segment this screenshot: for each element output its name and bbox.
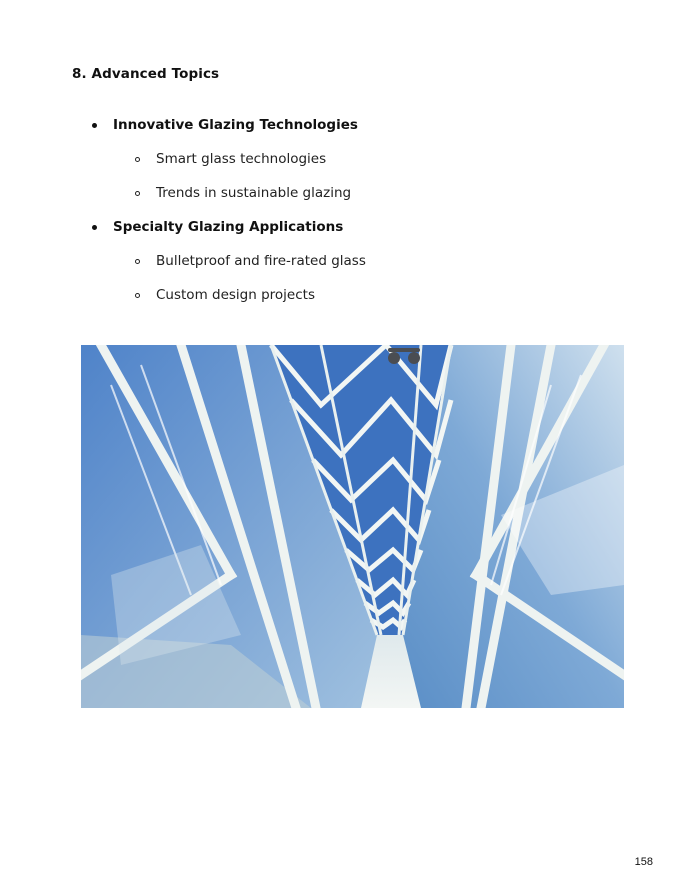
- section-title: 8. Advanced Topics: [72, 66, 220, 82]
- subtopic-label: Trends in sustainable glazing: [156, 185, 352, 201]
- hollow-bullet-icon: [135, 191, 140, 196]
- subtopic-label: Smart glass technologies: [156, 151, 327, 167]
- glass-walkway-photo: [81, 345, 624, 708]
- hollow-bullet-icon: [135, 293, 140, 298]
- page-number: 158: [634, 856, 653, 868]
- subtopic-label: Custom design projects: [156, 287, 315, 303]
- topic-item: [92, 219, 343, 235]
- subtopic-label: Bulletproof and fire-rated glass: [156, 253, 366, 269]
- bullet-icon: [92, 123, 97, 128]
- bullet-icon: [92, 225, 97, 230]
- subtopic-item: [135, 287, 315, 303]
- subtopic-item: [135, 151, 326, 167]
- subtopic-item: [135, 185, 351, 201]
- hollow-bullet-icon: [135, 157, 140, 162]
- hollow-bullet-icon: [135, 259, 140, 264]
- topic-label: Specialty Glazing Applications: [113, 219, 344, 235]
- subtopic-item: [135, 253, 366, 269]
- topic-label: Innovative Glazing Technologies: [113, 117, 358, 133]
- topic-item: [92, 117, 358, 133]
